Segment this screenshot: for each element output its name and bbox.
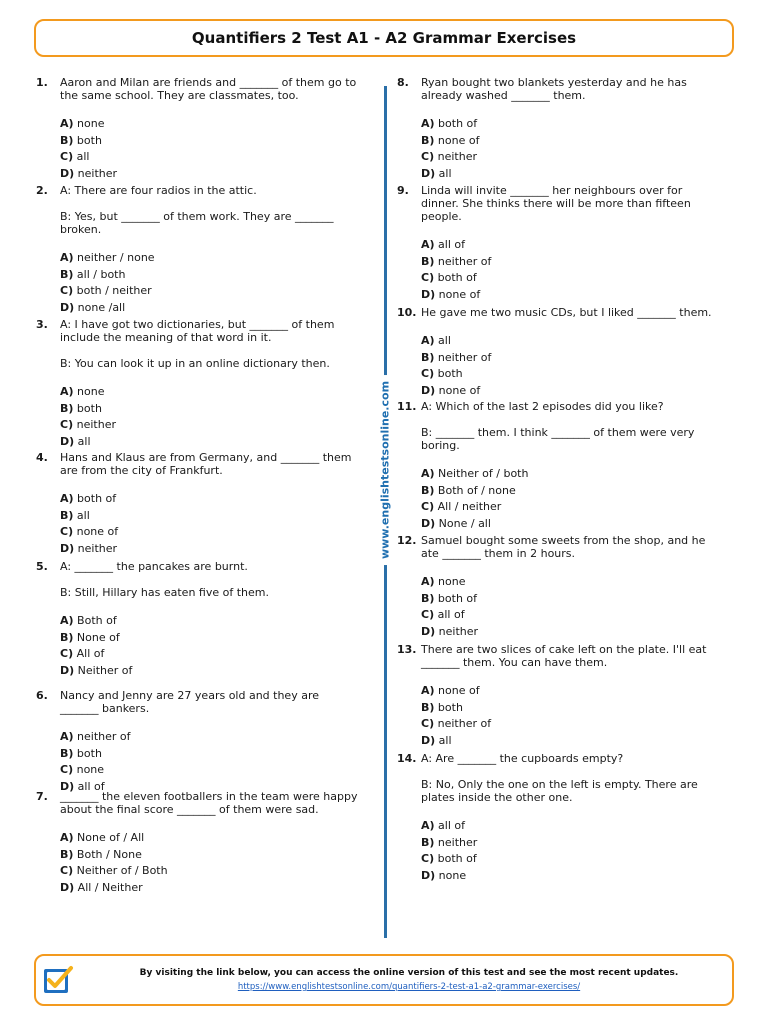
answer-options	[60, 729, 376, 795]
option-text: none	[438, 575, 466, 588]
answer-options	[421, 237, 737, 303]
option-text: both	[437, 367, 463, 380]
option-text: Both of / none	[437, 483, 516, 497]
page-title: Quantifiers 2 Test A1 - A2 Grammar Exercises	[191, 29, 577, 47]
option-text: neither of	[437, 350, 492, 364]
question-10	[397, 306, 737, 399]
option-letter: D)	[60, 541, 75, 555]
answer-option[interactable]	[60, 417, 376, 434]
answer-option[interactable]	[60, 491, 376, 508]
question-1	[36, 76, 376, 182]
answer-options	[421, 818, 737, 884]
question-number: 3.	[36, 318, 48, 331]
option-text: both	[437, 700, 463, 714]
answer-option[interactable]	[421, 574, 737, 591]
option-text: Neither of	[77, 663, 133, 677]
answer-option[interactable]	[421, 383, 737, 400]
question-text: _______ the eleven footballers in the team were happy about the final score _______ of them were sad.	[60, 790, 358, 816]
answer-options	[421, 466, 737, 532]
answer-option[interactable]	[60, 267, 376, 284]
option-letter: B)	[60, 267, 74, 281]
answer-options	[421, 683, 737, 749]
option-text: neither	[437, 150, 477, 163]
option-text: neither	[438, 624, 479, 638]
sidebar-url-text: www.englishtestsonline.com	[379, 375, 392, 565]
option-letter: A)	[421, 575, 435, 588]
option-text: all	[76, 150, 90, 163]
title-box	[34, 19, 734, 57]
answer-option[interactable]	[421, 237, 737, 254]
answer-options	[60, 384, 376, 450]
question-text: A: _______ the pancakes are burnt.	[60, 560, 248, 573]
question-text: A: Which of the last 2 episodes did you like?	[421, 400, 664, 413]
question-number: 6.	[36, 689, 48, 702]
answer-option[interactable]	[60, 166, 376, 183]
answer-option[interactable]	[421, 624, 737, 641]
answer-option[interactable]	[421, 466, 737, 483]
option-letter: B)	[421, 254, 435, 268]
option-letter: D)	[60, 434, 75, 448]
option-text: none of	[438, 684, 480, 697]
option-text: neither of	[437, 254, 492, 268]
answer-options	[421, 116, 737, 182]
answer-option[interactable]	[421, 366, 737, 383]
option-letter: C)	[421, 271, 435, 284]
answer-option[interactable]	[421, 350, 737, 367]
answer-option[interactable]	[421, 483, 737, 500]
option-text: neither	[77, 541, 118, 555]
answer-option[interactable]	[421, 835, 737, 852]
question-4	[36, 451, 376, 557]
question-5	[36, 560, 376, 679]
option-text: both	[76, 133, 102, 147]
option-letter: D)	[421, 383, 436, 397]
answer-options	[421, 333, 737, 399]
option-text: All / neither	[437, 500, 502, 513]
answer-options	[60, 491, 376, 557]
option-text: neither	[437, 835, 478, 849]
option-text: none of	[438, 287, 481, 301]
question-dialogue: B: _______ them. I think _______ of them were very boring.	[421, 426, 695, 452]
answer-option[interactable]	[421, 591, 737, 608]
question-dialogue: B: You can look it up in an online dictionary then.	[60, 357, 330, 370]
answer-option[interactable]	[60, 300, 376, 317]
question-number: 14.	[397, 752, 417, 765]
question-9	[397, 184, 737, 303]
answer-option[interactable]	[60, 149, 376, 166]
question-dialogue: B: No, Only the one on the left is empty. There are plates inside the other one.	[421, 778, 698, 804]
question-text: He gave me two music CDs, but I liked _______ them.	[421, 306, 712, 319]
answer-option[interactable]	[421, 333, 737, 350]
answer-options	[60, 613, 376, 679]
answer-option[interactable]	[60, 250, 376, 267]
option-text: both	[76, 746, 102, 760]
option-text: None of / All	[77, 831, 145, 844]
question-number: 8.	[397, 76, 409, 89]
option-letter: B)	[60, 508, 74, 522]
option-letter: C)	[60, 864, 74, 877]
answer-option[interactable]	[421, 499, 737, 516]
option-text: Neither of / both	[438, 467, 529, 480]
answer-option[interactable]	[421, 516, 737, 533]
option-text: both of	[77, 492, 117, 505]
question-number: 13.	[397, 643, 417, 656]
option-letter: B)	[421, 835, 435, 849]
option-letter: D)	[60, 779, 75, 793]
option-letter: C)	[421, 367, 435, 380]
question-3	[36, 318, 376, 450]
answer-option[interactable]	[421, 607, 737, 624]
option-text: neither	[76, 418, 116, 431]
option-text: Neither of / Both	[76, 864, 168, 877]
option-text: all	[438, 733, 452, 747]
question-text: Aaron and Milan are friends and _______ of them go to the same school. They are classmates, too.	[60, 76, 357, 102]
option-letter: A)	[421, 684, 435, 697]
option-text: neither of	[437, 717, 492, 730]
option-text: Both / None	[76, 847, 142, 861]
answer-option[interactable]	[60, 729, 376, 746]
option-text: none of	[437, 133, 480, 147]
option-text: neither / none	[77, 251, 155, 264]
answer-option[interactable]	[60, 762, 376, 779]
option-text: neither	[77, 166, 118, 180]
question-text: Samuel bought some sweets from the shop, and he ate _______ them in 2 hours.	[421, 534, 706, 560]
option-text: both	[76, 401, 102, 415]
option-text: all of	[77, 779, 105, 793]
option-text: both of	[437, 852, 477, 865]
option-letter: C)	[421, 852, 435, 865]
option-letter: C)	[60, 647, 74, 660]
option-letter: D)	[60, 880, 75, 894]
question-text: Nancy and Jenny are 27 years old and they are _______ bankers.	[60, 689, 319, 715]
footer-link[interactable]: https://www.englishtestsonline.com/quantifiers-2-test-a1-a2-grammar-exercises/	[237, 982, 581, 992]
option-letter: B)	[60, 133, 74, 147]
option-letter: A)	[60, 251, 74, 264]
option-letter: C)	[60, 525, 74, 538]
footer-text: By visiting the link below, you can access the online version of this test and see the most recent updates.	[139, 968, 679, 978]
question-11	[397, 400, 737, 532]
question-dialogue: B: Still, Hillary has eaten five of them.	[60, 586, 269, 599]
question-number: 7.	[36, 790, 48, 803]
question-number: 4.	[36, 451, 48, 464]
question-text: There are two slices of cake left on the plate. I'll eat _______ them. You can have them.	[421, 643, 707, 669]
answer-option[interactable]	[60, 116, 376, 133]
option-letter: D)	[421, 516, 436, 530]
option-text: both of	[437, 271, 477, 284]
answer-option[interactable]	[421, 851, 737, 868]
footer-box	[34, 954, 734, 1006]
answer-options	[60, 250, 376, 316]
question-dialogue: B: Yes, but _______ of them work. They are _______ broken.	[60, 210, 334, 236]
option-letter: C)	[421, 500, 435, 513]
option-letter: D)	[421, 624, 436, 638]
option-letter: A)	[421, 117, 435, 130]
option-text: both of	[438, 117, 478, 130]
option-text: all of	[438, 238, 465, 251]
option-letter: D)	[60, 166, 75, 180]
answer-option[interactable]	[421, 733, 737, 750]
answer-option[interactable]	[421, 166, 737, 183]
option-letter: C)	[421, 717, 435, 730]
answer-option[interactable]	[421, 716, 737, 733]
question-text: A: Are _______ the cupboards empty?	[421, 752, 624, 765]
option-text: none	[77, 385, 105, 398]
option-letter: D)	[60, 300, 75, 314]
option-text: All / Neither	[77, 880, 143, 894]
option-letter: C)	[421, 608, 435, 621]
option-letter: A)	[60, 730, 74, 743]
question-7	[36, 790, 376, 896]
answer-option[interactable]	[60, 630, 376, 647]
option-letter: A)	[421, 238, 435, 251]
option-letter: B)	[421, 133, 435, 147]
question-number: 12.	[397, 534, 417, 547]
question-text: Ryan bought two blankets yesterday and he has already washed _______ them.	[421, 76, 687, 102]
answer-option[interactable]	[60, 133, 376, 150]
question-6	[36, 689, 376, 795]
answer-option[interactable]	[60, 746, 376, 763]
option-letter: A)	[60, 492, 74, 505]
answer-option[interactable]	[60, 847, 376, 864]
question-number: 9.	[397, 184, 409, 197]
option-text: none	[76, 763, 105, 776]
option-text: none of	[438, 383, 481, 397]
question-number: 5.	[36, 560, 48, 573]
answer-option[interactable]	[421, 116, 737, 133]
answer-option[interactable]	[60, 863, 376, 880]
option-text: all	[438, 334, 451, 347]
option-letter: B)	[421, 350, 435, 364]
option-letter: A)	[60, 385, 74, 398]
option-letter: C)	[60, 763, 74, 776]
option-text: none	[77, 117, 105, 130]
question-number: 2.	[36, 184, 48, 197]
answer-option[interactable]	[60, 434, 376, 451]
answer-option[interactable]	[60, 646, 376, 663]
checkbox-check-icon	[42, 964, 74, 996]
option-text: None / all	[438, 516, 491, 530]
option-text: all	[438, 166, 452, 180]
option-text: none /all	[77, 300, 126, 314]
answer-options	[60, 116, 376, 182]
option-letter: D)	[421, 287, 436, 301]
option-letter: C)	[421, 150, 435, 163]
answer-option[interactable]	[421, 287, 737, 304]
answer-option[interactable]	[421, 700, 737, 717]
option-text: None of	[76, 630, 120, 644]
question-2	[36, 184, 376, 316]
answer-option[interactable]	[60, 541, 376, 558]
answer-option[interactable]	[60, 508, 376, 525]
option-letter: B)	[60, 401, 74, 415]
option-letter: A)	[60, 117, 74, 130]
option-text: all	[76, 508, 90, 522]
answer-option[interactable]	[60, 663, 376, 680]
option-letter: D)	[421, 868, 436, 882]
answer-option[interactable]	[421, 868, 737, 885]
option-letter: B)	[421, 483, 435, 497]
option-text: both of	[437, 591, 478, 605]
question-13	[397, 643, 737, 749]
question-number: 10.	[397, 306, 417, 319]
option-letter: D)	[60, 663, 75, 677]
question-14	[397, 752, 737, 884]
answer-option[interactable]	[421, 149, 737, 166]
option-letter: A)	[60, 831, 74, 844]
option-letter: A)	[60, 614, 74, 627]
question-12	[397, 534, 737, 640]
question-text: Linda will invite _______ her neighbours over for dinner. She thinks there will be more than fifteen people.	[421, 184, 691, 223]
question-text: Hans and Klaus are from Germany, and _______ them are from the city of Frankfurt.	[60, 451, 352, 477]
option-letter: D)	[421, 166, 436, 180]
option-text: all / both	[76, 267, 126, 281]
option-text: Both of	[77, 614, 117, 627]
question-text: A: I have got two dictionaries, but _______ of them include the meaning of that word in it.	[60, 318, 335, 344]
question-number: 1.	[36, 76, 48, 89]
option-letter: A)	[421, 467, 435, 480]
question-8	[397, 76, 737, 182]
answer-options	[421, 574, 737, 640]
option-text: both / neither	[76, 284, 152, 297]
answer-option[interactable]	[421, 254, 737, 271]
answer-option[interactable]	[60, 613, 376, 630]
option-text: neither of	[77, 730, 131, 743]
option-letter: C)	[60, 150, 74, 163]
option-text: none	[438, 868, 467, 882]
option-letter: B)	[60, 746, 74, 760]
answer-option[interactable]	[421, 818, 737, 835]
option-text: none of	[76, 525, 119, 538]
option-letter: A)	[421, 334, 435, 347]
answer-options	[60, 830, 376, 896]
option-text: All of	[76, 647, 105, 660]
option-letter: C)	[60, 418, 74, 431]
question-number: 11.	[397, 400, 417, 413]
answer-option[interactable]	[60, 384, 376, 401]
question-text: A: There are four radios in the attic.	[60, 184, 257, 197]
option-letter: B)	[60, 630, 74, 644]
option-letter: B)	[421, 591, 435, 605]
answer-option[interactable]	[421, 683, 737, 700]
option-letter: D)	[421, 733, 436, 747]
option-text: all of	[437, 608, 465, 621]
answer-option[interactable]	[421, 133, 737, 150]
option-letter: B)	[60, 847, 74, 861]
answer-option[interactable]	[421, 270, 737, 287]
answer-option[interactable]	[60, 524, 376, 541]
option-text: all	[77, 434, 91, 448]
answer-option[interactable]	[60, 830, 376, 847]
option-letter: A)	[421, 819, 435, 832]
answer-option[interactable]	[60, 880, 376, 897]
option-letter: C)	[60, 284, 74, 297]
option-letter: B)	[421, 700, 435, 714]
answer-option[interactable]	[60, 401, 376, 418]
answer-option[interactable]	[60, 283, 376, 300]
option-text: all of	[438, 819, 465, 832]
